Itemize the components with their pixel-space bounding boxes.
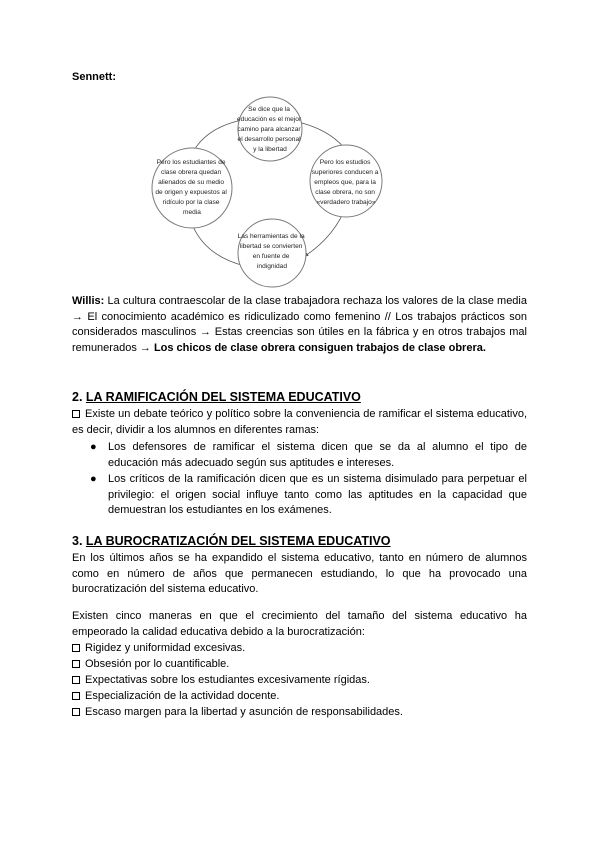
section-3-paragraph-2: Existen cinco maneras en que el crecimiento del tamaño del sistema educativo ha empeorado la calidad educativa debido a la burocratización:: [72, 610, 527, 638]
section-3-paragraph-1: En los últimos años se ha expandido el sistema educativo, tanto en número de alumnos como en número de años que permanecen estudiando, lo que ha provocado una burocratización del sistema educativo.: [72, 552, 527, 595]
checkbox-icon: [72, 676, 80, 684]
list-item: Obsesión por lo cuantificable.: [72, 657, 229, 672]
list-item: Especialización de la actividad docente.: [72, 689, 279, 704]
checkbox-icon: [72, 410, 80, 418]
cycle-text-bottom: Las herramientas de la libertad se convierten en fuente de indignidad: [237, 233, 305, 270]
checkbox-icon: [72, 660, 80, 668]
section-2-heading: 2. LA RAMIFICACIÓN DEL SISTEMA EDUCATIVO: [72, 390, 361, 404]
cycle-text-right: Pero los estudios superiores conducen a empleos que, para la clase obrera, no son «verdadero trabajo»: [311, 159, 379, 206]
willis-label: Willis:: [72, 295, 105, 307]
bullet-icon: ●: [90, 473, 97, 485]
section-3-heading: 3. LA BUROCRATIZACIÓN DEL SISTEMA EDUCATIVO: [72, 534, 391, 548]
sennett-cycle-diagram: [150, 96, 390, 296]
list-item: Escaso margen para la libertad y asunción de responsabilidades.: [72, 705, 403, 720]
checkbox-icon: [72, 708, 80, 716]
bullet-icon: ●: [90, 441, 97, 453]
sennett-label: Sennett:: [72, 71, 116, 83]
arrow-bottom-left: [192, 224, 245, 266]
checkbox-icon: [72, 644, 80, 652]
section-2-intro: Existe un debate teórico y político sobre la conveniencia de ramificar el sistema educativo, es decir, dividir a los alumnos en diferentes ramas:: [72, 408, 527, 436]
cycle-text-left: Pero los estudiantes de clase obrera quedan alienados de su medio de origen y expuestos al ridículo por la clase media: [155, 159, 227, 216]
list-item: Rigidez y uniformidad excesivas.: [72, 641, 245, 656]
list-item: ● Los defensores de ramificar el sistema dicen que se da al alumno el tipo de educación más adecuado según sus aptitudes e intereses.: [90, 441, 527, 469]
list-item: Expectativas sobre los estudiantes excesivamente rígidas.: [72, 673, 370, 688]
willis-paragraph: [72, 294, 527, 356]
willis-conclusion: Los chicos de clase obrera consiguen trabajos de clase obrera.: [153, 341, 486, 354]
checkbox-icon: [72, 692, 80, 700]
cycle-text-top: Se dice que la educación es el mejor camino para alcanzar el desarrollo personal y la libertad: [237, 106, 302, 153]
willis-text: La cultura contraescolar de la clase trabajadora rechaza los valores de la clase media → El conocimiento académico es ridiculizado como femenino // Los trabajos prácticos son considerados masculinos → Estas creencias son útiles en la fábrica y en otros trabajos mal remunerados →: [72, 295, 527, 354]
list-item: ● Los críticos de la ramificación dicen que es un sistema disimulado para perpetuar el privilegio: el origen social influye tanto como las aptitudes en la capacidad que demuestran los estudiantes en los exámenes.: [90, 473, 527, 516]
